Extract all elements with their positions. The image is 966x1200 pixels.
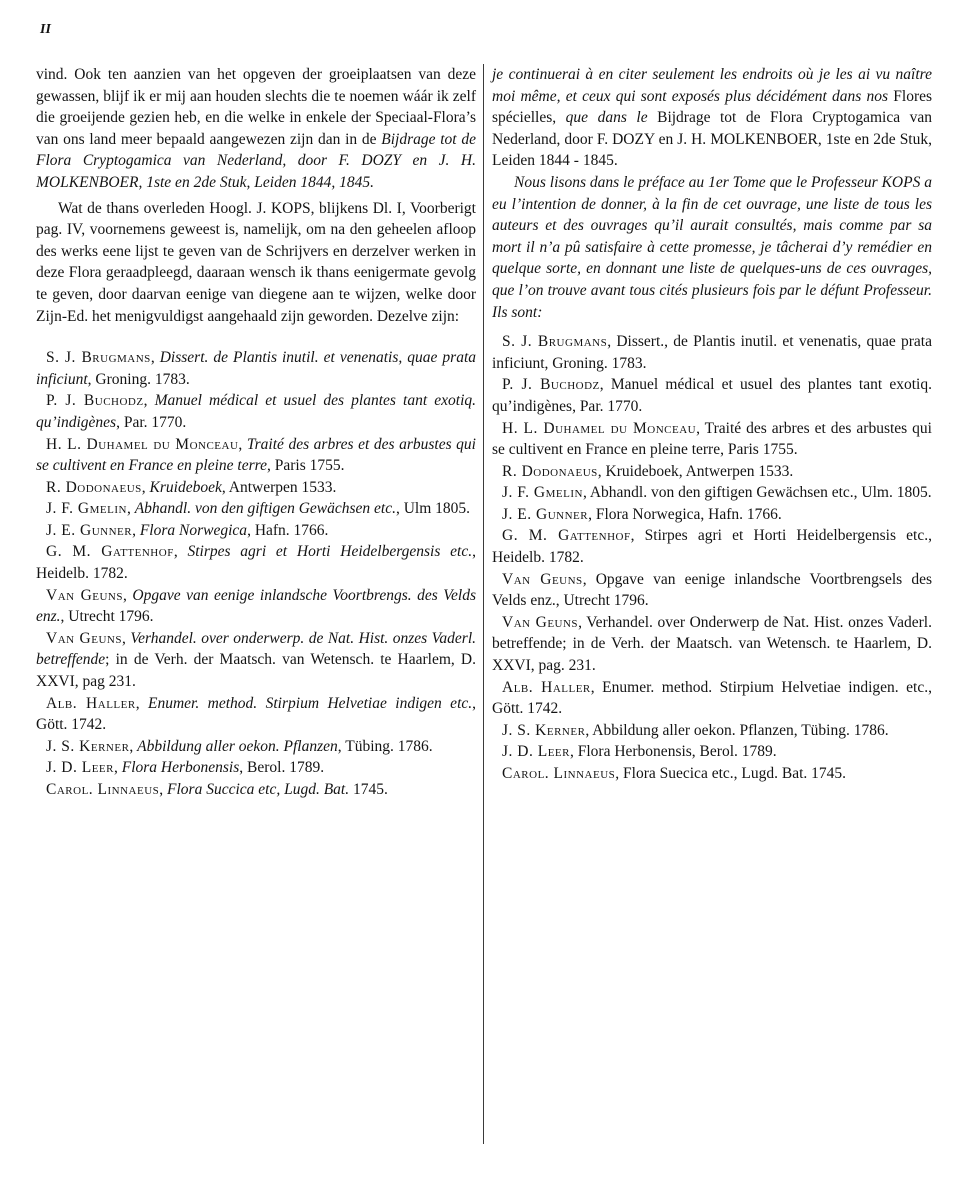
- reference-details: , Flora Suecica etc., Lugd. Bat. 1745.: [615, 765, 847, 782]
- dutch-reference-entry: P. J. Buchodz, Manuel médical et usuel des plantes tant exotiq. qu’indigènes, Par. 1770.: [36, 392, 477, 431]
- french-intro-paragraph: [492, 64, 932, 172]
- reference-details: , Traité des arbres et des arbustes qui se cultivent en France en pleine terre, Paris 1755.: [492, 419, 932, 459]
- dutch-reference-entry: G. M. Gattenhof, Stirpes agri et Horti Heidelbergensis etc., Heidelb. 1782.: [36, 543, 476, 583]
- reference-author: J. S. Kerner: [46, 737, 130, 755]
- dutch-reference-entry: Carol. Linnaeus, Flora Succica etc, Lugd. Bat. 1745.: [46, 781, 388, 798]
- reference-author: S. J. Brugmans: [46, 349, 151, 367]
- french-reference-entry: [492, 482, 932, 504]
- reference-title: Verhandel. over onderwerp. de Nat. Hist. onzes Vaderl. betreffende: [36, 629, 477, 669]
- reference-author: J. E. Gunner: [46, 521, 133, 539]
- french-reference-entry: [492, 677, 932, 720]
- dutch-reference-entry: R. Dodonaeus, Kruideboek, Antwerpen 1533.: [46, 478, 337, 496]
- reference-author: P. J. Buchodz: [46, 392, 144, 410]
- reference-author: J. F. Gmelin: [46, 500, 127, 518]
- reference-author: Alb. Haller: [46, 694, 136, 712]
- reference-title: Abhandl. von den giftigen Gewächsen etc.: [134, 500, 396, 518]
- dutch-intro-paragraph: [36, 64, 476, 194]
- french-reference-entry: [492, 504, 932, 526]
- reference-details: , Hafn. 1766.: [247, 521, 329, 539]
- french-intro-citation: Bijdrage tot de Flora Cryptogamica van Nederland, door F. DOZY en J. H. MOLKENBOER, 1ste en 2de Stuk, Leiden 1844 - 1845.: [492, 109, 933, 170]
- dutch-reference-entry: J. F. Gmelin, Abhandl. von den giftigen Gewächsen etc., Ulm 1805.: [46, 500, 471, 518]
- reference-author: J. E. Gunner: [502, 505, 589, 523]
- reference-title: Opgave van eenige inlandsche Voortbrengs. des Velds enz.: [36, 586, 476, 626]
- french-intro-text: je continuerai à en citer seulement les endroits où je les ai vu naître moi même, et ceux qui sont exposés plus décidément dans nos: [492, 66, 932, 105]
- reference-details: , Abhandl. von den giftigen Gewächsen etc., Ulm. 1805.: [582, 484, 932, 502]
- french-reference-entry: [492, 569, 932, 612]
- french-reference-entry: [492, 374, 932, 417]
- reference-details: , Par. 1770.: [116, 413, 187, 431]
- dutch-reference-entry: Van Geuns, Verhandel. over onderwerp. de Nat. Hist. onzes Vaderl. betreffende; in de Verh. der Maatsch. van Wetensch. te Haarlem, D. XXVI, pag 231.: [36, 629, 477, 691]
- reference-author: J. D. Leer: [502, 743, 570, 761]
- reference-author: H. L. Duhamel du Monceau: [502, 419, 697, 437]
- reference-author: H. L. Duhamel du Monceau: [46, 435, 239, 453]
- french-column: [492, 64, 932, 1164]
- reference-details: , Flora Herbonensis, Berol. 1789.: [569, 743, 777, 761]
- reference-title: Kruideboek: [149, 478, 222, 496]
- dutch-author-list-paragraph: Wat de thans overleden Hoogl. J. KOPS, blijkens Dl. I, Voorberigt pag. IV, voornemens geweest is, namelijk, om na den geheelen afloop des werks eene lijst te geven van de Schrijvers en derzelver werken in deze Flora geraadpleegd, daaraan wensch ik thans eenigermate gevolg te geven, door daarvan eenige van diegene aan te wijzen, welke door Zijn-Ed. het menigvuldigst aangehaald zijn geworden. Dezelve zijn:: [36, 199, 476, 325]
- reference-details: , Flora Norwegica, Hafn. 1766.: [588, 505, 782, 523]
- reference-details: , Enumer. method. Stirpium Helvetiae indigen. etc., Gött. 1742.: [492, 678, 932, 718]
- dutch-reference-entry: J. E. Gunner, Flora Norwegica, Hafn. 1766.: [46, 521, 329, 539]
- reference-title: Manuel médical et usuel des plantes tant exotiq. qu’indigènes: [36, 392, 477, 431]
- french-reference-entry: [492, 461, 932, 483]
- french-reference-entry: [492, 418, 932, 461]
- reference-details: , Abbildung aller oekon. Pflanzen, Tübing. 1786.: [585, 721, 889, 739]
- french-reference-entry: [492, 612, 932, 677]
- column-divider: [483, 64, 484, 1144]
- reference-author: S. J. Brugmans: [502, 333, 608, 351]
- reference-details: , Ulm 1805.: [395, 500, 471, 518]
- reference-title: Traité des arbres et des arbustes qui se cultivent en France en pleine terre: [36, 435, 476, 475]
- reference-author: Van Geuns: [502, 570, 583, 588]
- french-intro-em2: que dans le: [565, 109, 648, 127]
- reference-author: Alb. Haller: [502, 678, 591, 696]
- reference-details: , Utrecht 1796.: [60, 608, 154, 626]
- dutch-reference-entry: J. S. Kerner, Abbildung aller oekon. Pflanzen, Tübing. 1786.: [46, 737, 433, 755]
- reference-author: J. S. Kerner: [502, 721, 586, 739]
- reference-author: R. Dodonaeus: [502, 462, 598, 480]
- dutch-reference-entry: S. J. Brugmans, Dissert. de Plantis inutil. et venenatis, quae prata inficiunt, Groning. 1783.: [36, 349, 477, 388]
- french-reference-entry: [492, 741, 932, 763]
- french-intro-plain: Flores spécielles,: [492, 87, 933, 127]
- reference-author: P. J. Buchodz: [502, 376, 600, 394]
- french-reference-entry: [492, 331, 932, 374]
- reference-title: Enumer. method. Stirpium Helvetiae indigen etc.: [148, 694, 473, 712]
- french-reference-entry: [492, 720, 932, 742]
- dutch-reference-entry: J. D. Leer, Flora Herbonensis, Berol. 1789.: [46, 759, 325, 777]
- reference-details: ; in de Verh. der Maatsch. van Wetensch. te Haarlem, D. XXVI, pag 231.: [36, 651, 476, 691]
- reference-author: R. Dodonaeus: [46, 478, 142, 496]
- reference-details: , Dissert., de Plantis inutil. et venenatis, quae prata inficiunt, Groning. 1783.: [492, 333, 932, 372]
- french-reference-entry: [492, 525, 932, 568]
- reference-details: , Verhandel. over Onderwerp de Nat. Hist. onzes Vaderl. betreffende; in de Verh. der Maatsch. van Wetensch. te Haarlem, D. XXVI, pag. 231.: [492, 613, 932, 675]
- reference-author: Carol. Linnaeus: [502, 765, 616, 782]
- reference-title: Stirpes agri et Horti Heidelbergensis etc.: [187, 543, 473, 561]
- reference-title: Abbildung aller oekon. Pflanzen: [137, 737, 338, 755]
- reference-author: G. M. Gattenhof: [502, 527, 631, 545]
- reference-details: , Heidelb. 1782.: [36, 543, 476, 583]
- page-number: II: [40, 22, 51, 37]
- dutch-reference-list: [36, 347, 476, 800]
- french-author-list-paragraph: Nous lisons dans le préface au 1er Tome que le Professeur KOPS a eu l’intention de donner, à la fin de cet ouvrage, une liste de tous les auteurs et des ouvrages qu’il aurait consultés, mais comme par sa mort il n’a pû satisfaire à cette promesse, je tâcherai d’y remédier en quelque sorte, en donnant une liste de quelques-uns de ces ouvrages, que l’on trouve avant tous cités plusieurs fois par le défunt Professeur. Ils sont:: [492, 173, 932, 321]
- reference-details: , Gött. 1742.: [36, 694, 476, 734]
- reference-author: J. D. Leer: [46, 759, 114, 777]
- dutch-reference-entry: Alb. Haller, Enumer. method. Stirpium Helvetiae indigen etc., Gött. 1742.: [36, 694, 476, 734]
- reference-title: Flora Herbonensis: [121, 759, 240, 777]
- dutch-intro-text: vind. Ook ten aanzien van het opgeven der groeiplaatsen van deze gewassen, blijf ik er mij aan houden slechts die te noemen wáár ik zelf die groeijende gezien heb, en die welke in enkele der Speciaal-Flora’s van ons land meer bepaald aangewezen zijn dan in de: [36, 66, 476, 148]
- french-reference-list: [492, 331, 932, 784]
- reference-details: , Kruideboek, Antwerpen 1533.: [597, 462, 794, 480]
- reference-details: 1745.: [349, 781, 388, 798]
- french-reference-entry: [492, 763, 932, 785]
- reference-author: Carol. Linnaeus: [46, 781, 160, 798]
- reference-title: Dissert. de Plantis inutil. et venenatis, quae prata inficiunt: [36, 349, 477, 388]
- dutch-intro-citation: Bijdrage tot de Flora Cryptogamica van Nederland, door F. DOZY en J. H. MOLKENBOER, 1ste en 2de Stuk, Leiden 1844, 1845.: [36, 130, 476, 191]
- reference-details: , Tübing. 1786.: [337, 737, 433, 755]
- reference-author: Van Geuns: [502, 613, 579, 631]
- dutch-column: [36, 64, 476, 1164]
- reference-details: , Berol. 1789.: [239, 759, 325, 777]
- reference-details: , Paris 1755.: [266, 457, 345, 475]
- reference-details: , Stirpes agri et Horti Heidelbergensis etc., Heidelb. 1782.: [492, 527, 932, 567]
- reference-details: , Manuel médical et usuel des plantes tant exotiq. qu’indigènes, Par. 1770.: [492, 376, 932, 415]
- dutch-reference-entry: Van Geuns, Opgave van eenige inlandsche Voortbrengs. des Velds enz., Utrecht 1796.: [36, 586, 476, 626]
- reference-author: Van Geuns: [46, 629, 122, 647]
- reference-author: G. M. Gattenhof: [46, 543, 174, 561]
- reference-author: Van Geuns: [46, 586, 123, 604]
- reference-details: , Antwerpen 1533.: [221, 478, 337, 496]
- reference-details: , Groning. 1783.: [87, 370, 190, 388]
- dutch-reference-entry: H. L. Duhamel du Monceau, Traité des arbres et des arbustes qui se cultivent en France en pleine terre, Paris 1755.: [36, 435, 476, 475]
- reference-title: Flora Norwegica: [139, 521, 248, 539]
- reference-details: , Opgave van eenige inlandsche Voortbrengsels des Velds enz., Utrecht 1796.: [492, 570, 933, 610]
- reference-title: Flora Succica etc, Lugd. Bat.: [167, 781, 350, 798]
- reference-author: J. F. Gmelin: [502, 484, 583, 502]
